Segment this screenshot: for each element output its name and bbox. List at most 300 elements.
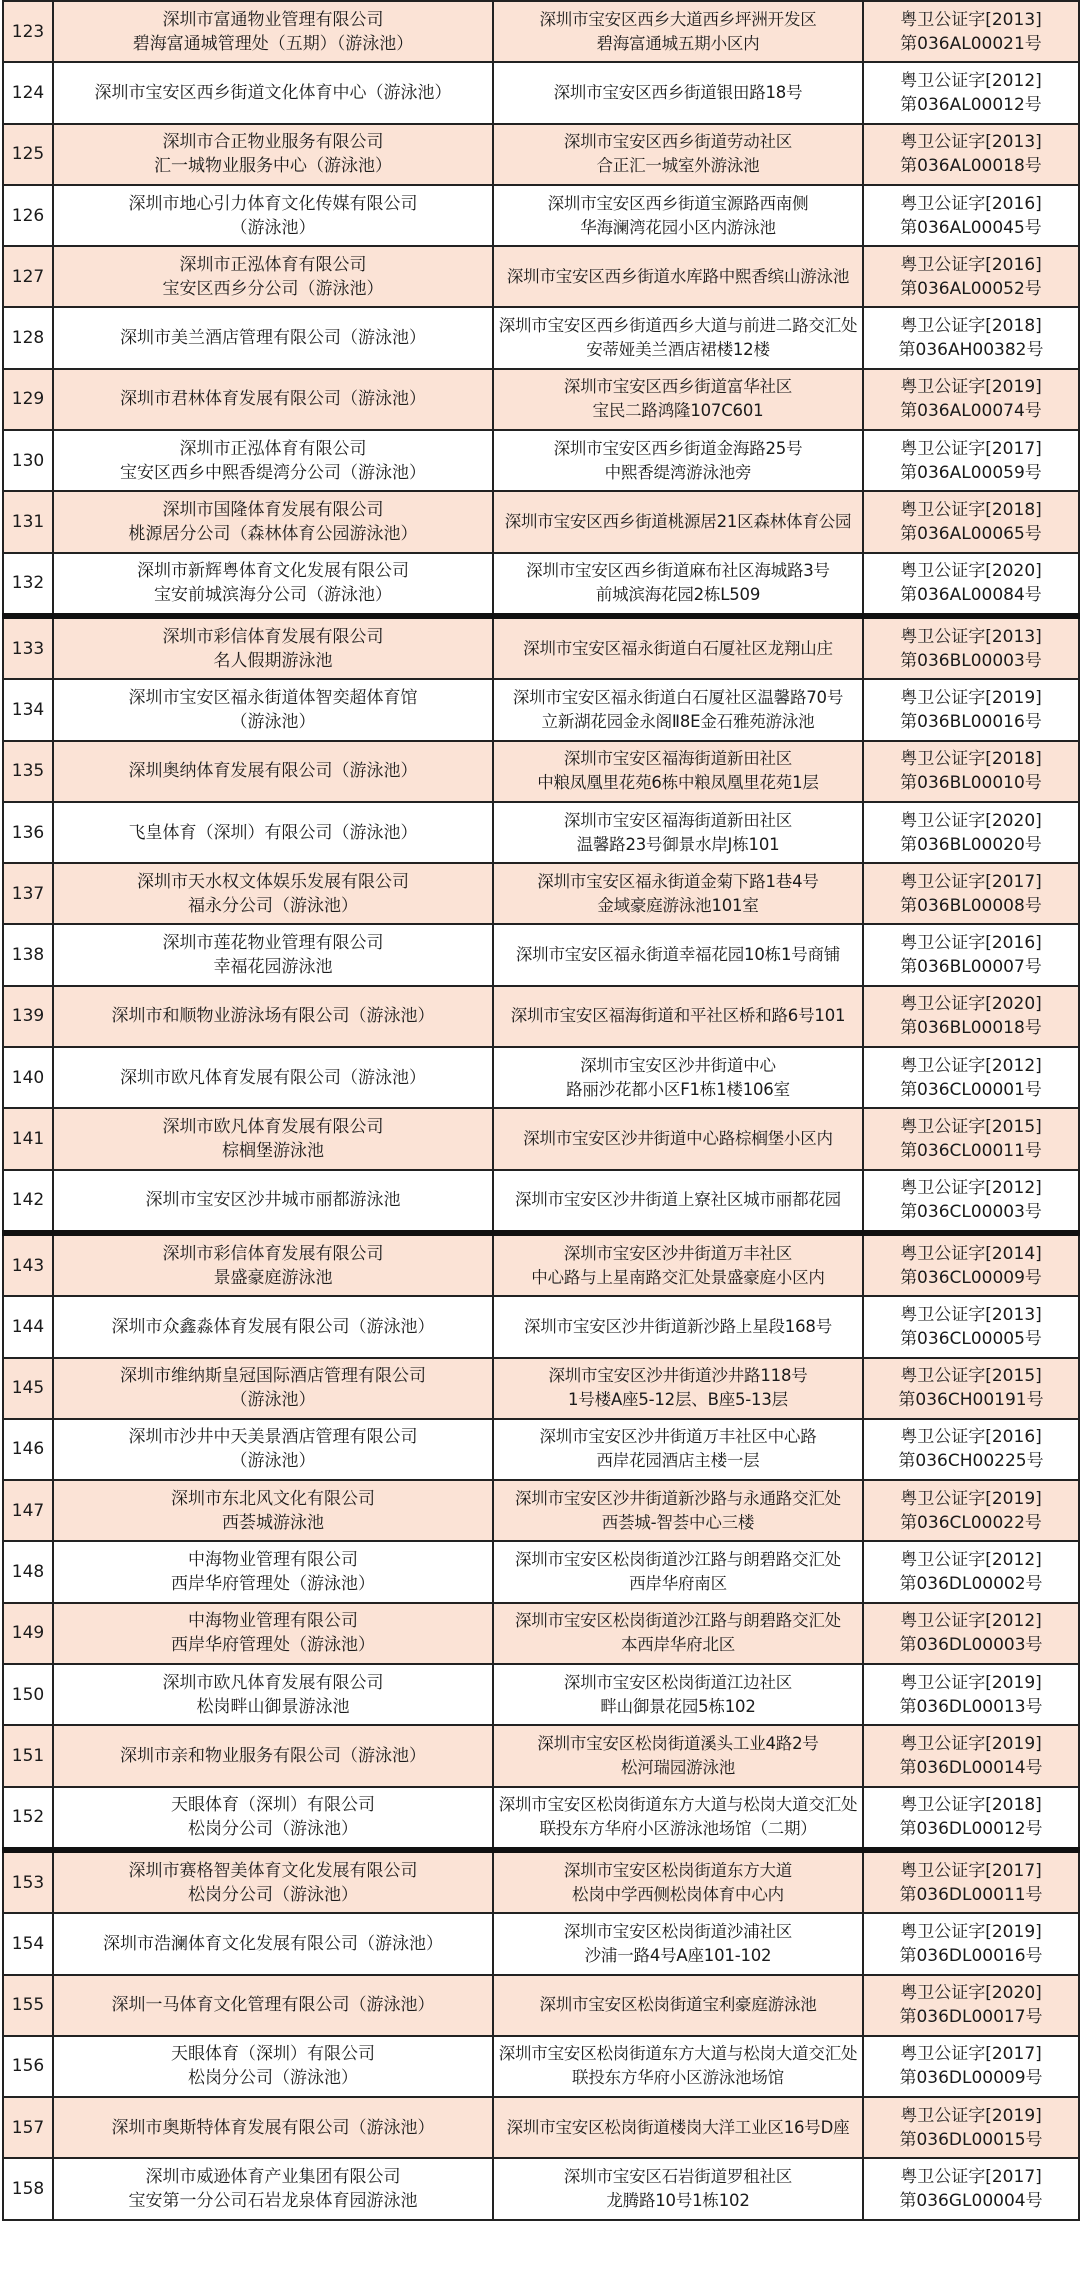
table-row	[3, 1725, 1079, 1786]
address-cell	[493, 2097, 863, 2158]
address-cell	[493, 1664, 863, 1725]
table-row	[3, 2036, 1079, 2097]
unit-name-line: 宝安区西乡分公司（游泳池）	[162, 278, 384, 299]
license-line: 粤卫公证字[2015]	[900, 1116, 1042, 1137]
license-cell	[863, 124, 1079, 185]
license-line: 粤卫公证字[2017]	[900, 1860, 1042, 1881]
address-cell	[493, 1108, 863, 1169]
license-cell	[863, 1603, 1079, 1664]
table-row	[3, 124, 1079, 185]
license-line: 粤卫公证字[2012]	[900, 70, 1042, 91]
license-cell	[863, 2036, 1079, 2097]
address-line: 畔山御景花园5栋102	[600, 1696, 756, 1716]
address-line: 深圳市宝安区沙井街道新沙路上星段168号	[524, 1316, 832, 1336]
license-cell	[863, 430, 1079, 491]
table-row	[3, 307, 1079, 368]
table-row	[3, 1850, 1079, 1913]
address-cell	[493, 863, 863, 924]
unit-name-line: 深圳市莲花物业管理有限公司	[162, 933, 384, 954]
row-number: 151	[3, 1725, 53, 1786]
license-cell	[863, 1419, 1079, 1480]
table-row	[3, 369, 1079, 430]
license-line: 粤卫公证字[2019]	[900, 1733, 1042, 1754]
unit-name-cell	[53, 1358, 493, 1419]
address-cell	[493, 430, 863, 491]
address-line: 西岸花园酒店主楼一层	[596, 1451, 760, 1471]
unit-name-line: 深圳市合正物业服务有限公司	[162, 132, 384, 153]
table-row	[3, 741, 1079, 802]
address-line: 深圳市宝安区西乡街道富华社区	[563, 377, 793, 397]
unit-name-line: （游泳池）	[230, 1451, 316, 1472]
address-cell	[493, 1296, 863, 1357]
unit-name-cell	[53, 1296, 493, 1357]
row-number: 155	[3, 1975, 53, 2036]
license-line: 第036AL00074号	[900, 401, 1042, 422]
address-line: 深圳市宝安区西乡街道金海路25号	[553, 438, 803, 458]
address-line: 宝民二路鸿隆107C601	[592, 401, 764, 421]
license-cell	[863, 1480, 1079, 1541]
license-line: 第036AL00021号	[900, 33, 1042, 54]
license-line: 粤卫公证字[2013]	[900, 1304, 1042, 1325]
address-cell	[493, 491, 863, 552]
address-line: 深圳市宝安区沙井街道万丰社区	[563, 1243, 793, 1263]
row-number: 158	[3, 2158, 53, 2219]
unit-name-cell	[53, 1787, 493, 1850]
license-line: 粤卫公证字[2019]	[900, 687, 1042, 708]
unit-name-line: 深圳市赛格智美体育文化发展有限公司	[128, 1860, 418, 1881]
row-number: 150	[3, 1664, 53, 1725]
address-cell	[493, 62, 863, 123]
license-cell	[863, 1233, 1079, 1296]
row-number: 147	[3, 1480, 53, 1541]
address-line: 碧海富通城五期小区内	[596, 33, 760, 53]
table-row	[3, 1787, 1079, 1850]
address-cell	[493, 246, 863, 307]
unit-name-line: 中海物业管理有限公司	[188, 1550, 358, 1571]
license-cell	[863, 1108, 1079, 1169]
address-line: 深圳市宝安区福海街道新田社区	[563, 810, 793, 830]
address-line: 1号楼A座5-12层、B座5-13层	[568, 1390, 788, 1410]
address-line: 西岸华府南区	[629, 1574, 727, 1594]
address-line: 深圳市宝安区福永街道金菊下路1巷4号	[537, 871, 819, 891]
unit-name-cell	[53, 124, 493, 185]
row-number: 153	[3, 1850, 53, 1913]
unit-name-cell	[53, 2097, 493, 2158]
unit-name-line: 松岗分公司（游泳池）	[188, 1819, 358, 1840]
row-number: 130	[3, 430, 53, 491]
address-cell	[493, 124, 863, 185]
table-row	[3, 1233, 1079, 1296]
row-number: 136	[3, 802, 53, 863]
unit-name-cell	[53, 1664, 493, 1725]
license-line: 第036AL00045号	[900, 217, 1042, 238]
license-line: 粤卫公证字[2019]	[900, 377, 1042, 398]
address-line: 联投东方华府小区游泳池场馆（二期）	[539, 1819, 817, 1839]
table-row	[3, 1603, 1079, 1664]
table-row	[3, 1541, 1079, 1602]
license-line: 第036DL00003号	[899, 1635, 1043, 1656]
unit-name-line: 幸福花园游泳池	[213, 957, 333, 978]
unit-name-line: 宝安第一分公司石岩龙泉体育园游泳池	[128, 2191, 418, 2212]
address-cell	[493, 1725, 863, 1786]
address-cell	[493, 1480, 863, 1541]
row-number: 148	[3, 1541, 53, 1602]
unit-name-cell	[53, 369, 493, 430]
row-number: 149	[3, 1603, 53, 1664]
unit-name-line: （游泳池）	[230, 1390, 316, 1411]
unit-name-line: 深圳市国隆体育发展有限公司	[162, 500, 384, 521]
table-row	[3, 430, 1079, 491]
unit-name-line: 深圳市天水权文体娱乐发展有限公司	[137, 871, 409, 892]
license-line: 粤卫公证字[2018]	[900, 1795, 1042, 1816]
unit-name-line: 深圳市君林体育发展有限公司（游泳池）	[120, 389, 426, 410]
license-cell	[863, 1047, 1079, 1108]
address-line: 深圳市宝安区沙井街道新沙路与永通路交汇处	[514, 1488, 841, 1508]
license-line: 粤卫公证字[2019]	[900, 1488, 1042, 1509]
license-line: 第036BL00003号	[900, 650, 1042, 671]
unit-name-line: 深圳奥纳体育发展有限公司（游泳池）	[128, 761, 418, 782]
address-line: 深圳市宝安区西乡街道劳动社区	[563, 132, 793, 152]
unit-name-line: 深圳市奥斯特体育发展有限公司（游泳池）	[111, 2117, 435, 2138]
address-cell	[493, 369, 863, 430]
license-line: 粤卫公证字[2017]	[900, 2167, 1042, 2188]
unit-name-line: 深圳市欧凡体育发展有限公司	[162, 1672, 384, 1693]
unit-name-cell	[53, 1233, 493, 1296]
row-number: 128	[3, 307, 53, 368]
unit-name-cell	[53, 185, 493, 246]
unit-name-line: 深圳市正泓体育有限公司	[179, 438, 367, 459]
unit-name-line: 碧海富通城管理处（五期）（游泳池）	[132, 33, 414, 54]
row-number: 144	[3, 1296, 53, 1357]
table-row	[3, 1047, 1079, 1108]
row-number: 145	[3, 1358, 53, 1419]
license-cell	[863, 1850, 1079, 1913]
address-line: 深圳市宝安区松岗街道东方大道与松岗大道交汇处	[498, 2044, 858, 2064]
row-number: 157	[3, 2097, 53, 2158]
row-number: 127	[3, 246, 53, 307]
unit-name-cell	[53, 1725, 493, 1786]
unit-name-line: 西岸华府管理处（游泳池）	[171, 1574, 375, 1595]
license-line: 粤卫公证字[2012]	[900, 1055, 1042, 1076]
license-line: 粤卫公证字[2020]	[900, 810, 1042, 831]
license-cell	[863, 307, 1079, 368]
unit-name-line: 深圳市沙井中天美景酒店管理有限公司	[128, 1427, 418, 1448]
unit-name-line: 宝安区西乡中熙香缇湾分公司（游泳池）	[120, 462, 426, 483]
address-line: 深圳市宝安区西乡街道麻布社区海城路3号	[526, 561, 830, 581]
unit-name-cell	[53, 616, 493, 679]
address-cell	[493, 986, 863, 1047]
address-line: 深圳市宝安区西乡街道银田路18号	[553, 82, 803, 102]
license-cell	[863, 616, 1079, 679]
unit-name-line: 深圳市东北风文化有限公司	[171, 1488, 375, 1509]
address-cell	[493, 679, 863, 740]
license-cell	[863, 1541, 1079, 1602]
unit-name-cell	[53, 307, 493, 368]
unit-name-line: 深圳市地心引力体育文化传媒有限公司	[128, 193, 418, 214]
license-line: 第036DL00009号	[899, 2068, 1043, 2089]
address-line: 深圳市宝安区松岗街道沙浦社区	[563, 1921, 793, 1941]
address-line: 松河瑞园游泳池	[620, 1757, 736, 1777]
license-line: 第036BL00020号	[900, 834, 1042, 855]
unit-name-line: 深圳市富通物业管理有限公司	[162, 9, 384, 30]
address-line: 深圳市宝安区西乡街道宝源路西南侧	[547, 193, 809, 213]
unit-name-cell	[53, 491, 493, 552]
table-row	[3, 1170, 1079, 1233]
address-cell	[493, 1358, 863, 1419]
license-line: 第036AL00018号	[900, 156, 1042, 177]
unit-name-cell	[53, 2158, 493, 2219]
license-cell	[863, 1170, 1079, 1233]
address-line: 中心路与上星南路交汇处景盛豪庭小区内	[531, 1267, 825, 1287]
row-number: 132	[3, 553, 53, 616]
row-number: 156	[3, 2036, 53, 2097]
license-cell	[863, 1725, 1079, 1786]
address-line: 合正汇一城室外游泳池	[596, 156, 760, 176]
unit-name-line: 飞皇体育（深圳）有限公司（游泳池）	[128, 822, 418, 843]
license-line: 第036CH00225号	[898, 1451, 1044, 1472]
license-line: 第036BL00007号	[900, 957, 1042, 978]
row-number: 131	[3, 491, 53, 552]
license-cell	[863, 741, 1079, 802]
license-line: 第036CL00011号	[900, 1140, 1042, 1161]
unit-name-line: 汇一城物业服务中心（游泳池）	[154, 156, 392, 177]
license-line: 粤卫公证字[2012]	[900, 1611, 1042, 1632]
table-row	[3, 616, 1079, 679]
unit-name-line: （游泳池）	[230, 217, 316, 238]
table-row	[3, 1, 1079, 62]
license-line: 粤卫公证字[2016]	[900, 1427, 1042, 1448]
address-cell	[493, 802, 863, 863]
unit-name-cell	[53, 802, 493, 863]
license-cell	[863, 986, 1079, 1047]
license-line: 第036BL00016号	[900, 711, 1042, 732]
license-line: 第036CL00003号	[900, 1202, 1042, 1223]
unit-name-cell	[53, 679, 493, 740]
unit-name-line: 深圳市正泓体育有限公司	[179, 254, 367, 275]
address-line: 中熙香缇湾游泳池旁	[604, 462, 752, 482]
unit-name-line: 深圳市和顺物业游泳场有限公司（游泳池）	[111, 1006, 435, 1027]
unit-name-line: （游泳池）	[230, 711, 316, 732]
unit-name-cell	[53, 62, 493, 123]
address-line: 立新湖花园金永阁Ⅱ8E金石雅苑游泳池	[541, 711, 815, 731]
address-line: 深圳市宝安区福永街道白石厦社区温馨路70号	[512, 687, 844, 707]
license-line: 粤卫公证字[2012]	[900, 1550, 1042, 1571]
row-number: 125	[3, 124, 53, 185]
table-row	[3, 1913, 1079, 1974]
license-line: 粤卫公证字[2020]	[900, 561, 1042, 582]
license-line: 粤卫公证字[2017]	[900, 871, 1042, 892]
license-line: 粤卫公证字[2012]	[900, 1178, 1042, 1199]
table-row	[3, 246, 1079, 307]
table-row	[3, 986, 1079, 1047]
address-line: 深圳市宝安区松岗街道江边社区	[563, 1672, 793, 1692]
license-line: 粤卫公证字[2019]	[900, 2105, 1042, 2126]
address-cell	[493, 553, 863, 616]
unit-name-cell	[53, 430, 493, 491]
unit-name-cell	[53, 2036, 493, 2097]
row-number: 146	[3, 1419, 53, 1480]
address-line: 深圳市宝安区沙井街道中心路棕榈堡小区内	[523, 1128, 833, 1148]
unit-name-cell	[53, 1541, 493, 1602]
unit-name-cell	[53, 1108, 493, 1169]
unit-name-cell	[53, 741, 493, 802]
row-number: 126	[3, 185, 53, 246]
license-line: 粤卫公证字[2014]	[900, 1243, 1042, 1264]
license-cell	[863, 2158, 1079, 2219]
address-cell	[493, 741, 863, 802]
address-line: 温馨路23号御景水岸J栋101	[576, 834, 780, 854]
unit-name-line: 桃源居分公司（森林体育公园游泳池）	[128, 524, 418, 545]
row-number: 152	[3, 1787, 53, 1850]
table-row	[3, 802, 1079, 863]
license-line: 粤卫公证字[2017]	[900, 2044, 1042, 2065]
unit-name-cell	[53, 1975, 493, 2036]
license-cell	[863, 1913, 1079, 1974]
table-row	[3, 863, 1079, 924]
table-body	[3, 1, 1079, 2220]
unit-name-cell	[53, 863, 493, 924]
row-number: 154	[3, 1913, 53, 1974]
unit-name-line: 深圳市宝安区西乡街道文化体育中心（游泳池）	[94, 82, 452, 103]
unit-name-cell	[53, 986, 493, 1047]
row-number: 135	[3, 741, 53, 802]
address-cell	[493, 1419, 863, 1480]
unit-name-line: 深圳市欧凡体育发展有限公司（游泳池）	[120, 1067, 426, 1088]
address-cell	[493, 1850, 863, 1913]
license-line: 粤卫公证字[2015]	[900, 1366, 1042, 1387]
license-line: 第036DL00016号	[899, 1945, 1043, 1966]
address-line: 华海澜湾花园小区内游泳池	[580, 217, 776, 237]
unit-name-cell	[53, 1, 493, 62]
unit-name-line: 松岗分公司（游泳池）	[188, 1884, 358, 1905]
license-cell	[863, 924, 1079, 985]
license-line: 第036CH00191号	[898, 1390, 1044, 1411]
unit-name-cell	[53, 246, 493, 307]
row-number: 143	[3, 1233, 53, 1296]
unit-name-cell	[53, 924, 493, 985]
table-row	[3, 2097, 1079, 2158]
license-line: 第036DL00015号	[899, 2129, 1043, 2150]
license-cell	[863, 246, 1079, 307]
license-cell	[863, 1787, 1079, 1850]
row-number: 123	[3, 1, 53, 62]
unit-name-line: 棕榈堡游泳池	[222, 1140, 324, 1161]
unit-name-line: 景盛豪庭游泳池	[213, 1267, 333, 1288]
unit-name-line: 深圳市宝安区沙井城市丽都游泳池	[145, 1190, 401, 1211]
address-cell	[493, 1603, 863, 1664]
unit-name-cell	[53, 1419, 493, 1480]
license-line: 第036CL00005号	[900, 1328, 1042, 1349]
unit-name-line: 深圳市美兰酒店管理有限公司（游泳池）	[120, 328, 426, 349]
unit-name-line: 天眼体育（深圳）有限公司	[171, 1795, 375, 1816]
license-line: 第036GL00004号	[899, 2191, 1043, 2212]
address-line: 西荟城-智荟中心三楼	[601, 1512, 755, 1532]
address-line: 深圳市宝安区福海街道和平社区桥和路6号101	[510, 1006, 846, 1026]
license-line: 粤卫公证字[2020]	[900, 994, 1042, 1015]
unit-name-cell	[53, 1480, 493, 1541]
license-line: 粤卫公证字[2016]	[900, 254, 1042, 275]
unit-name-line: 深圳市彩信体育发展有限公司	[162, 1243, 384, 1264]
unit-name-cell	[53, 553, 493, 616]
address-line: 沙浦一路4号A座101-102	[584, 1945, 772, 1965]
address-cell	[493, 1787, 863, 1850]
row-number: 133	[3, 616, 53, 679]
unit-name-cell	[53, 1913, 493, 1974]
address-line: 深圳市宝安区福永街道幸福花园10栋1号商铺	[515, 945, 841, 965]
unit-name-cell	[53, 1047, 493, 1108]
address-line: 深圳市宝安区西乡街道西乡大道与前进二路交汇处	[498, 316, 858, 336]
table-row	[3, 1296, 1079, 1357]
address-cell	[493, 2158, 863, 2219]
license-line: 第036DL00011号	[899, 1884, 1043, 1905]
license-line: 粤卫公证字[2018]	[900, 316, 1042, 337]
license-line: 第036CL00001号	[900, 1079, 1042, 1100]
address-line: 深圳市宝安区沙井街道万丰社区中心路	[539, 1427, 817, 1447]
address-line: 联投东方华府小区游泳池场馆	[572, 2068, 784, 2088]
address-line: 深圳市宝安区西乡街道桃源居21区森林体育公园	[504, 512, 852, 532]
license-line: 粤卫公证字[2017]	[900, 438, 1042, 459]
address-line: 深圳市宝安区石岩街道罗租社区	[563, 2167, 793, 2187]
license-cell	[863, 1358, 1079, 1419]
row-number: 134	[3, 679, 53, 740]
address-cell	[493, 616, 863, 679]
unit-name-line: 深圳市众鑫淼体育发展有限公司（游泳池）	[111, 1316, 435, 1337]
table-row	[3, 2158, 1079, 2219]
table-row	[3, 1419, 1079, 1480]
address-cell	[493, 2036, 863, 2097]
license-line: 第036CL00009号	[900, 1267, 1042, 1288]
row-number: 124	[3, 62, 53, 123]
table-row	[3, 1108, 1079, 1169]
license-line: 第036DL00013号	[899, 1696, 1043, 1717]
address-cell	[493, 1975, 863, 2036]
license-line: 粤卫公证字[2019]	[900, 1672, 1042, 1693]
license-line: 第036BL00008号	[900, 895, 1042, 916]
unit-name-cell	[53, 1850, 493, 1913]
table-row	[3, 679, 1079, 740]
license-line: 第036DL00017号	[899, 2007, 1043, 2028]
address-line: 深圳市宝安区松岗街道东方大道	[563, 1860, 793, 1880]
address-cell	[493, 1, 863, 62]
license-cell	[863, 2097, 1079, 2158]
license-line: 第036AL00065号	[900, 524, 1042, 545]
license-cell	[863, 491, 1079, 552]
row-number: 142	[3, 1170, 53, 1233]
license-cell	[863, 1, 1079, 62]
unit-name-line: 西荟城游泳池	[222, 1512, 324, 1533]
address-cell	[493, 307, 863, 368]
unit-name-cell	[53, 1170, 493, 1233]
table-row	[3, 1975, 1079, 2036]
row-number: 139	[3, 986, 53, 1047]
address-line: 本西岸华府北区	[620, 1635, 736, 1655]
address-line: 深圳市宝安区松岗街道东方大道与松岗大道交汇处	[498, 1795, 858, 1815]
address-cell	[493, 1913, 863, 1974]
address-line: 深圳市宝安区松岗街道溪头工业4路2号	[537, 1733, 819, 1753]
license-line: 第036BL00010号	[900, 773, 1042, 794]
address-line: 深圳市宝安区西乡街道水库路中熙香缤山游泳池	[506, 266, 850, 286]
address-line: 深圳市宝安区沙井街道沙井路118号	[548, 1366, 808, 1386]
license-line: 第036AL00012号	[900, 94, 1042, 115]
address-line: 深圳市宝安区松岗街道沙江路与朗碧路交汇处	[514, 1611, 841, 1631]
row-number: 137	[3, 863, 53, 924]
license-cell	[863, 62, 1079, 123]
pool-license-table	[2, 0, 1080, 2221]
table-row	[3, 1664, 1079, 1725]
address-line: 深圳市宝安区福海街道新田社区	[563, 749, 793, 769]
table-row	[3, 1358, 1079, 1419]
address-cell	[493, 185, 863, 246]
